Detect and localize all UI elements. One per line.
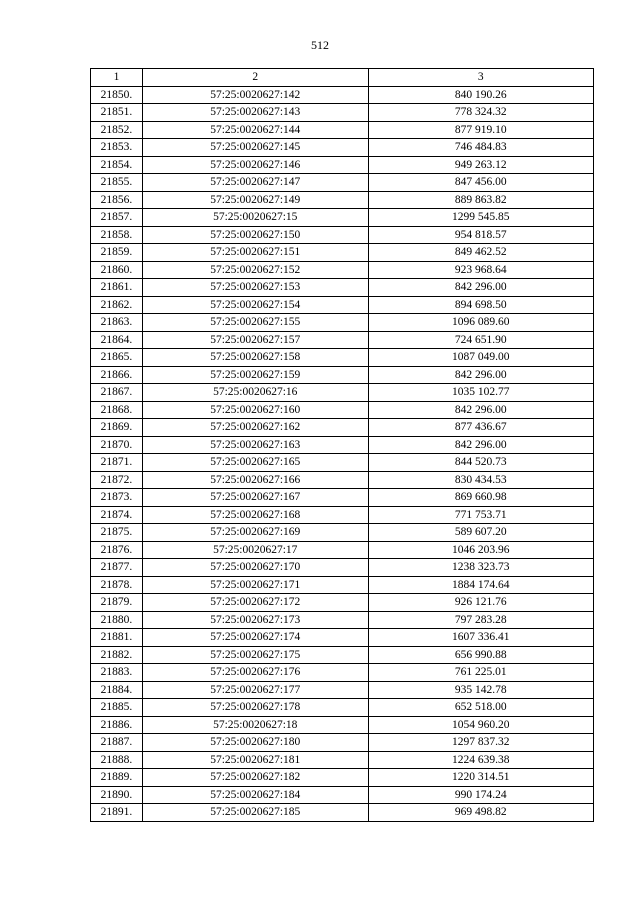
table-row xyxy=(91,139,594,157)
table-row xyxy=(91,716,594,734)
value-cell: 877 436.67 xyxy=(368,419,593,437)
row-number-cell: 21886. xyxy=(91,716,143,734)
cadastral-number-cell: 57:25:0020627:185 xyxy=(142,804,368,822)
row-number-cell: 21851. xyxy=(91,104,143,122)
cadastral-number-cell: 57:25:0020627:17 xyxy=(142,541,368,559)
row-number-cell: 21852. xyxy=(91,121,143,139)
table-row xyxy=(91,629,594,647)
table-row xyxy=(91,436,594,454)
table-row xyxy=(91,786,594,804)
table-row xyxy=(91,611,594,629)
value-cell: 842 296.00 xyxy=(368,366,593,384)
column-header-1: 1 xyxy=(91,69,143,87)
table-row xyxy=(91,646,594,664)
row-number-cell: 21872. xyxy=(91,471,143,489)
value-cell: 1096 089.60 xyxy=(368,314,593,332)
value-cell: 1884 174.64 xyxy=(368,576,593,594)
table-row xyxy=(91,86,594,104)
cadastral-number-cell: 57:25:0020627:178 xyxy=(142,699,368,717)
row-number-cell: 21876. xyxy=(91,541,143,559)
row-number-cell: 21859. xyxy=(91,244,143,262)
table-row xyxy=(91,419,594,437)
table-row xyxy=(91,699,594,717)
cadastral-number-cell: 57:25:0020627:172 xyxy=(142,594,368,612)
value-cell: 778 324.32 xyxy=(368,104,593,122)
table-row xyxy=(91,576,594,594)
row-number-cell: 21862. xyxy=(91,296,143,314)
table-row xyxy=(91,541,594,559)
table-row xyxy=(91,349,594,367)
cadastral-number-cell: 57:25:0020627:171 xyxy=(142,576,368,594)
table-row xyxy=(91,244,594,262)
cadastral-number-cell: 57:25:0020627:145 xyxy=(142,139,368,157)
row-number-cell: 21887. xyxy=(91,734,143,752)
row-number-cell: 21864. xyxy=(91,331,143,349)
row-number-cell: 21867. xyxy=(91,384,143,402)
row-number-cell: 21860. xyxy=(91,261,143,279)
column-header-3: 3 xyxy=(368,69,593,87)
table-row xyxy=(91,279,594,297)
row-number-cell: 21888. xyxy=(91,751,143,769)
cadastral-number-cell: 57:25:0020627:168 xyxy=(142,506,368,524)
table-row xyxy=(91,804,594,822)
value-cell: 724 651.90 xyxy=(368,331,593,349)
value-cell: 889 863.82 xyxy=(368,191,593,209)
cadastral-number-cell: 57:25:0020627:181 xyxy=(142,751,368,769)
row-number-cell: 21850. xyxy=(91,86,143,104)
row-number-cell: 21871. xyxy=(91,454,143,472)
table-row xyxy=(91,156,594,174)
cadastral-number-cell: 57:25:0020627:147 xyxy=(142,174,368,192)
cadastral-number-cell: 57:25:0020627:151 xyxy=(142,244,368,262)
value-cell: 1054 960.20 xyxy=(368,716,593,734)
table-row xyxy=(91,314,594,332)
row-number-cell: 21869. xyxy=(91,419,143,437)
cadastral-number-cell: 57:25:0020627:149 xyxy=(142,191,368,209)
cadastral-number-cell: 57:25:0020627:154 xyxy=(142,296,368,314)
table-row xyxy=(91,664,594,682)
row-number-cell: 21885. xyxy=(91,699,143,717)
cadastral-number-cell: 57:25:0020627:152 xyxy=(142,261,368,279)
cadastral-number-cell: 57:25:0020627:182 xyxy=(142,769,368,787)
value-cell: 589 607.20 xyxy=(368,524,593,542)
table-row xyxy=(91,471,594,489)
value-cell: 1087 049.00 xyxy=(368,349,593,367)
table-row xyxy=(91,401,594,419)
cadastral-number-cell: 57:25:0020627:142 xyxy=(142,86,368,104)
value-cell: 830 434.53 xyxy=(368,471,593,489)
row-number-cell: 21875. xyxy=(91,524,143,542)
row-number-cell: 21868. xyxy=(91,401,143,419)
value-cell: 935 142.78 xyxy=(368,681,593,699)
cadastral-number-cell: 57:25:0020627:170 xyxy=(142,559,368,577)
value-cell: 1035 102.77 xyxy=(368,384,593,402)
column-header-2: 2 xyxy=(142,69,368,87)
cadastral-number-cell: 57:25:0020627:160 xyxy=(142,401,368,419)
value-cell: 844 520.73 xyxy=(368,454,593,472)
value-cell: 842 296.00 xyxy=(368,436,593,454)
registry-table xyxy=(90,68,594,822)
cadastral-number-cell: 57:25:0020627:144 xyxy=(142,121,368,139)
value-cell: 652 518.00 xyxy=(368,699,593,717)
value-cell: 1238 323.73 xyxy=(368,559,593,577)
cadastral-number-cell: 57:25:0020627:15 xyxy=(142,209,368,227)
value-cell: 847 456.00 xyxy=(368,174,593,192)
value-cell: 656 990.88 xyxy=(368,646,593,664)
cadastral-number-cell: 57:25:0020627:177 xyxy=(142,681,368,699)
cadastral-number-cell: 57:25:0020627:175 xyxy=(142,646,368,664)
value-cell: 849 462.52 xyxy=(368,244,593,262)
cadastral-number-cell: 57:25:0020627:163 xyxy=(142,436,368,454)
cadastral-number-cell: 57:25:0020627:143 xyxy=(142,104,368,122)
table-row xyxy=(91,296,594,314)
row-number-cell: 21855. xyxy=(91,174,143,192)
table-row xyxy=(91,226,594,244)
table-row xyxy=(91,104,594,122)
cadastral-number-cell: 57:25:0020627:165 xyxy=(142,454,368,472)
cadastral-number-cell: 57:25:0020627:169 xyxy=(142,524,368,542)
value-cell: 797 283.28 xyxy=(368,611,593,629)
row-number-cell: 21879. xyxy=(91,594,143,612)
table-row xyxy=(91,454,594,472)
value-cell: 1299 545.85 xyxy=(368,209,593,227)
table-row xyxy=(91,524,594,542)
table-row xyxy=(91,366,594,384)
value-cell: 1297 837.32 xyxy=(368,734,593,752)
cadastral-number-cell: 57:25:0020627:18 xyxy=(142,716,368,734)
row-number-cell: 21884. xyxy=(91,681,143,699)
cadastral-number-cell: 57:25:0020627:153 xyxy=(142,279,368,297)
row-number-cell: 21877. xyxy=(91,559,143,577)
cadastral-number-cell: 57:25:0020627:155 xyxy=(142,314,368,332)
row-number-cell: 21870. xyxy=(91,436,143,454)
row-number-cell: 21882. xyxy=(91,646,143,664)
row-number-cell: 21881. xyxy=(91,629,143,647)
table-row xyxy=(91,769,594,787)
row-number-cell: 21880. xyxy=(91,611,143,629)
value-cell: 1607 336.41 xyxy=(368,629,593,647)
table-row xyxy=(91,734,594,752)
row-number-cell: 21891. xyxy=(91,804,143,822)
table-row xyxy=(91,559,594,577)
row-number-cell: 21873. xyxy=(91,489,143,507)
table-row xyxy=(91,594,594,612)
value-cell: 926 121.76 xyxy=(368,594,593,612)
cadastral-number-cell: 57:25:0020627:184 xyxy=(142,786,368,804)
row-number-cell: 21865. xyxy=(91,349,143,367)
table-body xyxy=(91,86,594,821)
table-row xyxy=(91,209,594,227)
row-number-cell: 21857. xyxy=(91,209,143,227)
cadastral-number-cell: 57:25:0020627:180 xyxy=(142,734,368,752)
row-number-cell: 21889. xyxy=(91,769,143,787)
table-header-row xyxy=(91,69,594,87)
cadastral-number-cell: 57:25:0020627:159 xyxy=(142,366,368,384)
cadastral-number-cell: 57:25:0020627:166 xyxy=(142,471,368,489)
table-row xyxy=(91,489,594,507)
value-cell: 877 919.10 xyxy=(368,121,593,139)
value-cell: 771 753.71 xyxy=(368,506,593,524)
cadastral-number-cell: 57:25:0020627:167 xyxy=(142,489,368,507)
table-row xyxy=(91,121,594,139)
row-number-cell: 21858. xyxy=(91,226,143,244)
value-cell: 949 263.12 xyxy=(368,156,593,174)
cadastral-number-cell: 57:25:0020627:158 xyxy=(142,349,368,367)
value-cell: 840 190.26 xyxy=(368,86,593,104)
table-row xyxy=(91,384,594,402)
value-cell: 969 498.82 xyxy=(368,804,593,822)
value-cell: 894 698.50 xyxy=(368,296,593,314)
row-number-cell: 21854. xyxy=(91,156,143,174)
value-cell: 761 225.01 xyxy=(368,664,593,682)
row-number-cell: 21853. xyxy=(91,139,143,157)
page-number: 512 xyxy=(311,38,329,52)
cadastral-number-cell: 57:25:0020627:162 xyxy=(142,419,368,437)
cadastral-number-cell: 57:25:0020627:157 xyxy=(142,331,368,349)
table-row xyxy=(91,191,594,209)
cadastral-number-cell: 57:25:0020627:146 xyxy=(142,156,368,174)
cadastral-number-cell: 57:25:0020627:150 xyxy=(142,226,368,244)
row-number-cell: 21883. xyxy=(91,664,143,682)
table-row xyxy=(91,681,594,699)
value-cell: 990 174.24 xyxy=(368,786,593,804)
cadastral-number-cell: 57:25:0020627:174 xyxy=(142,629,368,647)
value-cell: 1220 314.51 xyxy=(368,769,593,787)
value-cell: 1046 203.96 xyxy=(368,541,593,559)
cadastral-number-cell: 57:25:0020627:16 xyxy=(142,384,368,402)
table-row xyxy=(91,506,594,524)
value-cell: 842 296.00 xyxy=(368,279,593,297)
value-cell: 869 660.98 xyxy=(368,489,593,507)
table-row xyxy=(91,751,594,769)
value-cell: 746 484.83 xyxy=(368,139,593,157)
value-cell: 842 296.00 xyxy=(368,401,593,419)
table-row xyxy=(91,331,594,349)
row-number-cell: 21863. xyxy=(91,314,143,332)
cadastral-number-cell: 57:25:0020627:173 xyxy=(142,611,368,629)
cadastral-number-cell: 57:25:0020627:176 xyxy=(142,664,368,682)
row-number-cell: 21856. xyxy=(91,191,143,209)
value-cell: 1224 639.38 xyxy=(368,751,593,769)
table-row xyxy=(91,174,594,192)
row-number-cell: 21866. xyxy=(91,366,143,384)
row-number-cell: 21878. xyxy=(91,576,143,594)
value-cell: 923 968.64 xyxy=(368,261,593,279)
row-number-cell: 21861. xyxy=(91,279,143,297)
value-cell: 954 818.57 xyxy=(368,226,593,244)
row-number-cell: 21890. xyxy=(91,786,143,804)
row-number-cell: 21874. xyxy=(91,506,143,524)
table-row xyxy=(91,261,594,279)
